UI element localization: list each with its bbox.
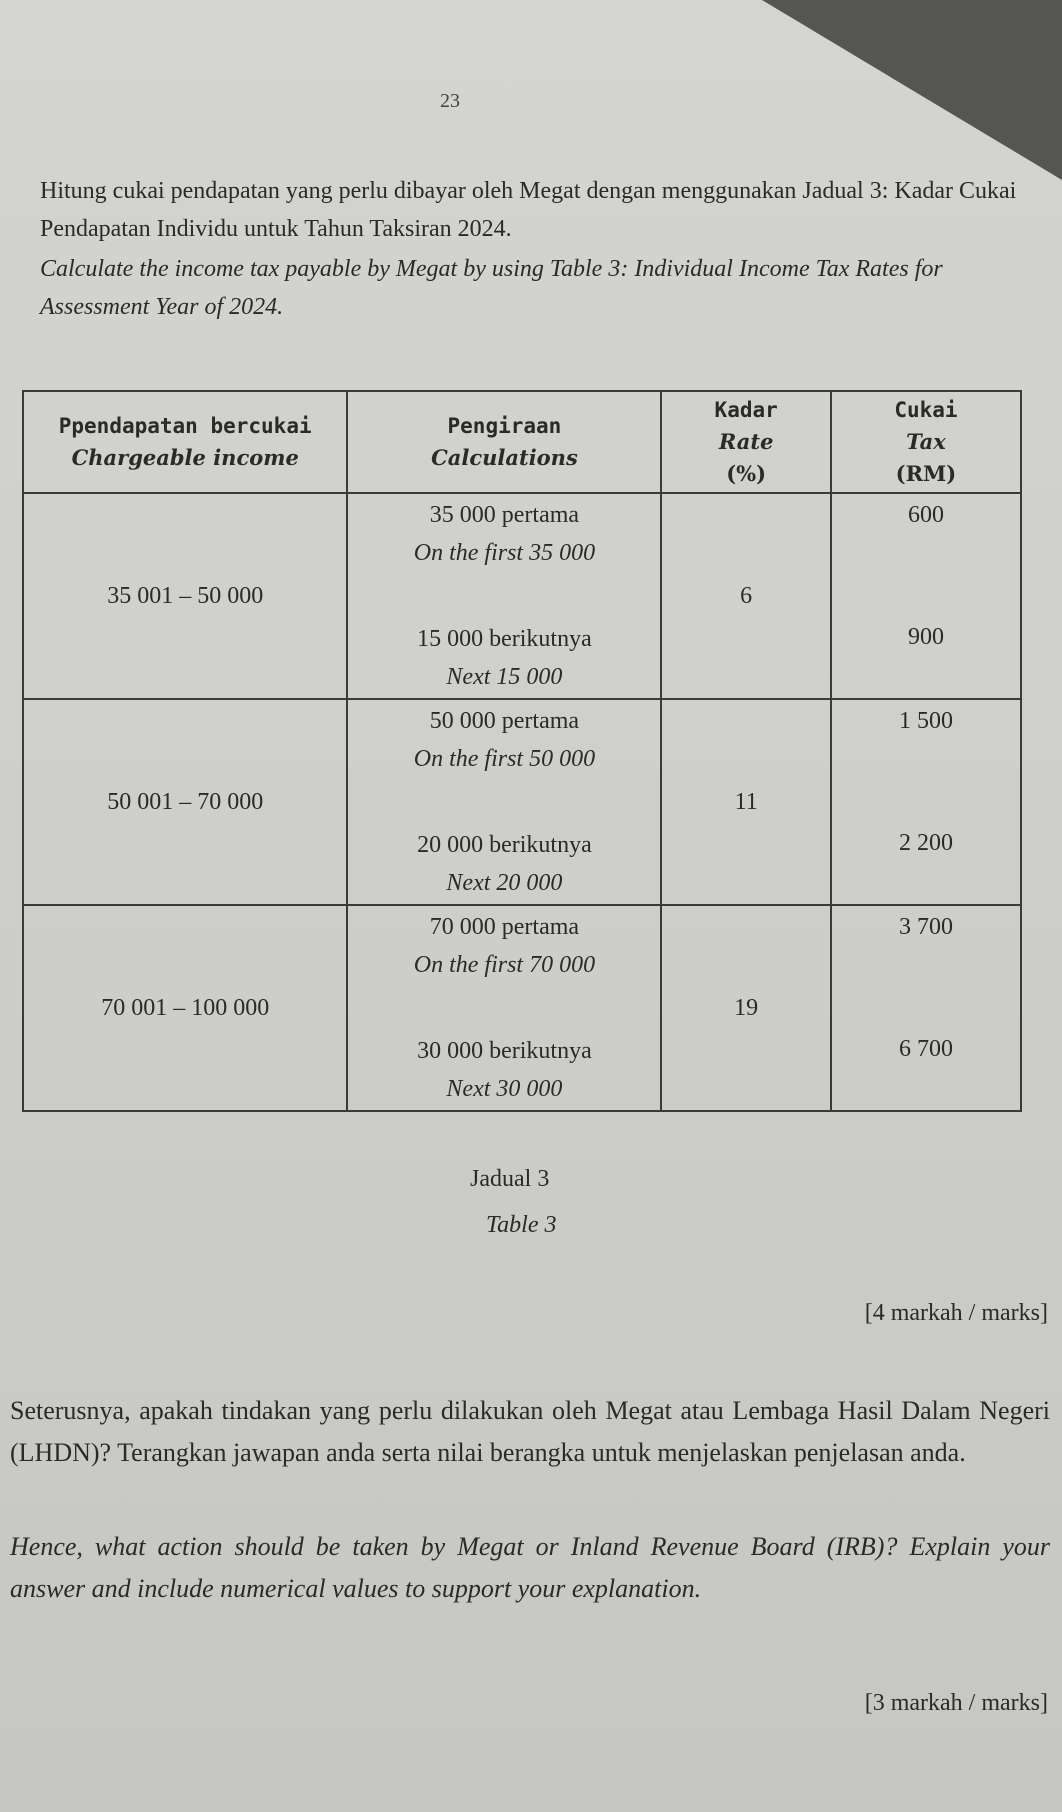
calculation-cell bbox=[347, 699, 661, 905]
marks-question2: [3 markah / marks] bbox=[864, 1690, 1048, 1716]
next-en: Next 15 000 bbox=[446, 664, 563, 690]
question2-english: Hence, what action should be taken by Megat or Inland Revenue Board (IRB)? Explain your answer and include numerical values to support your explanation. bbox=[10, 1532, 1050, 1603]
header-income bbox=[23, 391, 347, 493]
header-rate-ms: Kadar bbox=[714, 398, 778, 422]
first-en: On the first 70 000 bbox=[413, 952, 596, 978]
table-caption-english: Table 3 bbox=[486, 1212, 557, 1238]
next-en: Next 20 000 bbox=[446, 870, 563, 896]
first-en: On the first 50 000 bbox=[413, 746, 596, 772]
header-tax-unit: (RM) bbox=[895, 461, 957, 486]
header-income-ms: Ppendapatan bercukai bbox=[58, 414, 312, 438]
tax-next: 6 700 bbox=[898, 1036, 953, 1062]
header-tax bbox=[831, 391, 1021, 493]
table-row bbox=[23, 699, 1021, 905]
header-tax-ms: Cukai bbox=[894, 398, 958, 422]
header-calc bbox=[347, 391, 661, 493]
calculation-cell bbox=[347, 493, 661, 699]
tax-next: 2 200 bbox=[898, 830, 953, 856]
next-en: Next 30 000 bbox=[446, 1076, 563, 1102]
tax-cell bbox=[831, 905, 1021, 1111]
page-corner-shadow bbox=[762, 0, 1062, 180]
tax-first: 3 700 bbox=[898, 914, 953, 940]
calculation-cell bbox=[347, 905, 661, 1111]
header-income-en: Chargeable income bbox=[71, 445, 299, 470]
header-calc-en: Calculations bbox=[431, 445, 578, 470]
header-calc-ms: Pengiraan bbox=[447, 414, 562, 438]
header-rate-unit: (%) bbox=[726, 461, 767, 486]
table-header-row bbox=[23, 391, 1021, 493]
next-ms: 15 000 berikutnya bbox=[417, 626, 592, 652]
first-ms: 35 000 pertama bbox=[429, 502, 580, 528]
table-row bbox=[23, 493, 1021, 699]
table-row bbox=[23, 905, 1021, 1111]
next-ms: 20 000 berikutnya bbox=[417, 832, 592, 858]
page-number: 23 bbox=[440, 90, 460, 112]
question1-english: Calculate the income tax payable by Megat by using Table 3: Individual Income Tax Rates for Assessment Year of 2024. bbox=[40, 256, 943, 320]
header-tax-en: Tax bbox=[906, 429, 946, 454]
income-band: 70 001 – 100 000 bbox=[23, 905, 347, 1111]
tax-first: 1 500 bbox=[898, 708, 953, 734]
question1-malay: Hitung cukai pendapatan yang perlu dibayar oleh Megat dengan menggunakan Jadual 3: Kadar Cukai Pendapatan Individu untuk Tahun Taksiran 2024. bbox=[40, 178, 1017, 242]
marks-question1: [4 markah / marks] bbox=[864, 1300, 1048, 1326]
question2-malay: Seterusnya, apakah tindakan yang perlu dilakukan oleh Megat atau Lembaga Hasil Dalam Negeri (LHDN)? Terangkan jawapan anda serta nilai berangka untuk menjelaskan penjelasan anda. bbox=[10, 1396, 1050, 1467]
rate-value: 11 bbox=[661, 699, 830, 905]
income-band: 35 001 – 50 000 bbox=[23, 493, 347, 699]
header-rate-en: Rate bbox=[718, 429, 774, 454]
header-rate bbox=[661, 391, 830, 493]
income-band: 50 001 – 70 000 bbox=[23, 699, 347, 905]
tax-cell bbox=[831, 493, 1021, 699]
rate-value: 6 bbox=[661, 493, 830, 699]
tax-next: 900 bbox=[907, 624, 944, 650]
next-ms: 30 000 berikutnya bbox=[417, 1038, 592, 1064]
first-ms: 70 000 pertama bbox=[429, 914, 580, 940]
first-ms: 50 000 pertama bbox=[429, 708, 580, 734]
first-en: On the first 35 000 bbox=[413, 540, 596, 566]
tax-rate-table bbox=[22, 390, 1022, 1112]
table-caption-malay: Jadual 3 bbox=[470, 1166, 550, 1192]
rate-value: 19 bbox=[661, 905, 830, 1111]
tax-first: 600 bbox=[907, 502, 944, 528]
tax-cell bbox=[831, 699, 1021, 905]
